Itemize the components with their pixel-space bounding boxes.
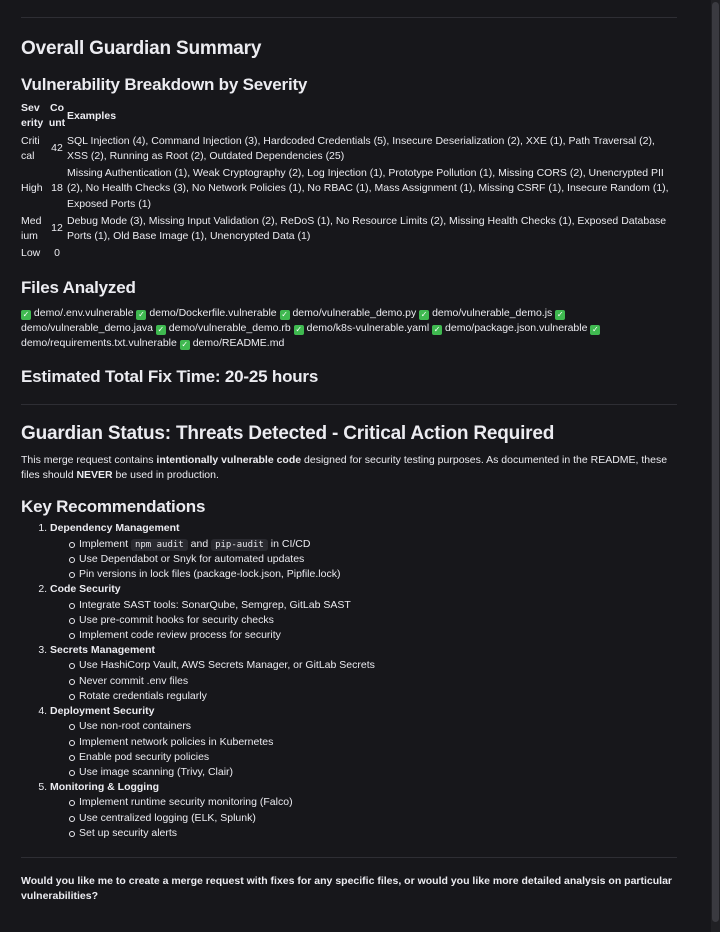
file-item: demo/k8s-vulnerable.yaml xyxy=(306,321,430,334)
breakdown-heading: Vulnerability Breakdown by Severity xyxy=(21,74,308,94)
check-mark-icon: ✓ xyxy=(556,309,564,319)
table-header-row xyxy=(21,100,677,132)
severity-table xyxy=(21,100,677,262)
list-item: Rotate credentials regularly xyxy=(79,689,677,704)
list-item-text: and xyxy=(187,537,212,550)
status-text: be used in production. xyxy=(112,468,219,481)
inline-code: npm audit xyxy=(131,539,188,551)
file-item: demo/vulnerable_demo.java xyxy=(21,321,153,334)
sub-list xyxy=(50,537,677,583)
header-examples: Examples xyxy=(67,109,117,122)
list-item: Use pre-commit hooks for security checks xyxy=(79,613,677,628)
list-item-text: in CI/CD xyxy=(267,537,311,550)
file-item: demo/vulnerable_demo.rb xyxy=(168,321,291,334)
severity-cell: Low xyxy=(21,247,41,260)
list-item: Use image scanning (Trivy, Clair) xyxy=(79,765,677,780)
check-mark-icon: ✓ xyxy=(157,324,165,334)
list-item: Integrate SAST tools: SonarQube, Semgrep, GitLab SAST xyxy=(79,598,677,613)
list-item xyxy=(50,582,677,643)
check-mark-icon: ✓ xyxy=(281,309,288,319)
list-item: Use centralized logging (ELK, Splunk) xyxy=(79,811,677,826)
check-mark-icon: ✓ xyxy=(433,324,441,334)
severity-cell: High xyxy=(21,182,43,195)
severity-cell: Criti cal xyxy=(21,134,40,162)
list-item: Use HashiCorp Vault, AWS Secrets Manager, or GitLab Secrets xyxy=(79,658,677,673)
list-item xyxy=(50,643,677,704)
list-item: Implement runtime security monitoring (Falco) xyxy=(79,795,677,810)
recommendations-list xyxy=(21,521,677,841)
count-cell: 0 xyxy=(54,247,60,260)
count-cell: 12 xyxy=(51,222,63,235)
recommendation-title: Dependency Management xyxy=(50,522,180,535)
list-item: Implement network policies in Kubernetes xyxy=(79,735,677,750)
header-count: Co unt xyxy=(48,102,66,130)
list-item: Never commit .env files xyxy=(79,674,677,689)
examples-cell xyxy=(67,245,677,262)
check-mark-icon: ✓ xyxy=(138,309,145,319)
status-emphasis: intentionally vulnerable code xyxy=(156,453,302,466)
file-item: demo/package.json.vulnerable xyxy=(445,321,588,334)
file-item: demo/README.md xyxy=(192,337,285,350)
chat-message-content xyxy=(21,0,677,904)
status-emphasis: NEVER xyxy=(76,468,113,481)
sub-list xyxy=(50,598,677,644)
status-heading: Guardian Status: Threats Detected - Critical Action Required xyxy=(21,422,555,444)
status-text: designed for security testing purposes. As documented in the README, these files should xyxy=(21,453,668,481)
divider xyxy=(21,857,677,858)
scrollbar-thumb[interactable] xyxy=(712,2,719,922)
table-row xyxy=(21,165,677,213)
list-item xyxy=(50,704,677,780)
list-item: Pin versions in lock files (package-lock.json, Pipfile.lock) xyxy=(79,567,677,582)
recommendation-title: Monitoring & Logging xyxy=(50,781,160,794)
list-item: Implement code review process for security xyxy=(79,628,677,643)
file-item: demo/.env.vulnerable xyxy=(33,306,134,319)
files-heading: Files Analyzed xyxy=(21,278,136,298)
severity-cell: Med ium xyxy=(21,214,42,242)
file-item: demo/Dockerfile.vulnerable xyxy=(149,306,277,319)
recommendation-title: Code Security xyxy=(50,583,121,596)
sub-list xyxy=(50,719,677,780)
list-item: Use Dependabot or Snyk for automated updates xyxy=(79,552,677,567)
closing-question xyxy=(21,874,677,904)
list-item-text: Implement xyxy=(79,537,131,550)
status-text: This merge request contains xyxy=(21,453,157,466)
file-item: demo/vulnerable_demo.py xyxy=(292,306,417,319)
fix-time-heading: Estimated Total Fix Time: 20-25 hours xyxy=(21,367,319,387)
table-row xyxy=(21,213,677,245)
list-item: Enable pod security policies xyxy=(79,750,677,765)
examples-cell: Missing Authentication (1), Weak Cryptography (2), Log Injection (1), Prototype Pollution (1), Missing CORS (2), Unencrypted PII (2), No Health Checks (3), No Network Policies (1), No RBAC (1), Mass Assignment (1), Missing CSRF (1), Insecure Random (1), Exposed Ports (1) xyxy=(67,167,669,210)
status-paragraph xyxy=(21,453,677,483)
check-mark-icon: ✓ xyxy=(420,309,428,319)
sub-list xyxy=(50,658,677,704)
count-cell: 18 xyxy=(51,182,63,195)
check-mark-icon: ✓ xyxy=(22,309,30,319)
recommendation-title: Secrets Management xyxy=(50,644,156,657)
list-item xyxy=(79,537,677,552)
summary-heading: Overall Guardian Summary xyxy=(21,38,262,59)
table-row xyxy=(21,133,677,165)
examples-cell: Debug Mode (3), Missing Input Validation (2), ReDoS (1), No Resource Limits (2), Missing Health Checks (1), Exposed Database Ports (1), Old Base Image (1), Unencrypted Data (1) xyxy=(67,214,667,242)
divider xyxy=(21,404,677,405)
file-item: demo/vulnerable_demo.js xyxy=(432,306,553,319)
recommendation-title: Deployment Security xyxy=(50,705,155,718)
list-item: Use non-root containers xyxy=(79,719,677,734)
examples-cell: SQL Injection (4), Command Injection (3), Hardcoded Credentials (5), Insecure Deserialization (2), XXE (1), Path Traversal (2), XSS (2), Running as Root (2), Outdated Dependencies (25) xyxy=(67,134,655,162)
list-item: Set up security alerts xyxy=(79,826,677,841)
closing-question-text: Would you like me to create a merge request with fixes for any specific files, or would you like more detailed analysis on particular vulnerabilities? xyxy=(21,875,672,903)
count-cell: 42 xyxy=(51,142,63,155)
check-mark-icon: ✓ xyxy=(295,324,303,334)
file-item: demo/requirements.txt.vulnerable xyxy=(21,337,177,350)
list-item xyxy=(50,521,677,582)
check-mark-icon: ✓ xyxy=(592,324,599,334)
table-row xyxy=(21,245,677,262)
header-severity: Sev erity xyxy=(21,102,44,130)
inline-code: pip-audit xyxy=(211,539,268,551)
files-list xyxy=(21,306,677,352)
list-item xyxy=(50,780,677,841)
sub-list xyxy=(50,795,677,841)
divider xyxy=(21,17,677,18)
recommendations-heading: Key Recommendations xyxy=(21,497,206,517)
check-mark-icon: ✓ xyxy=(181,340,189,350)
